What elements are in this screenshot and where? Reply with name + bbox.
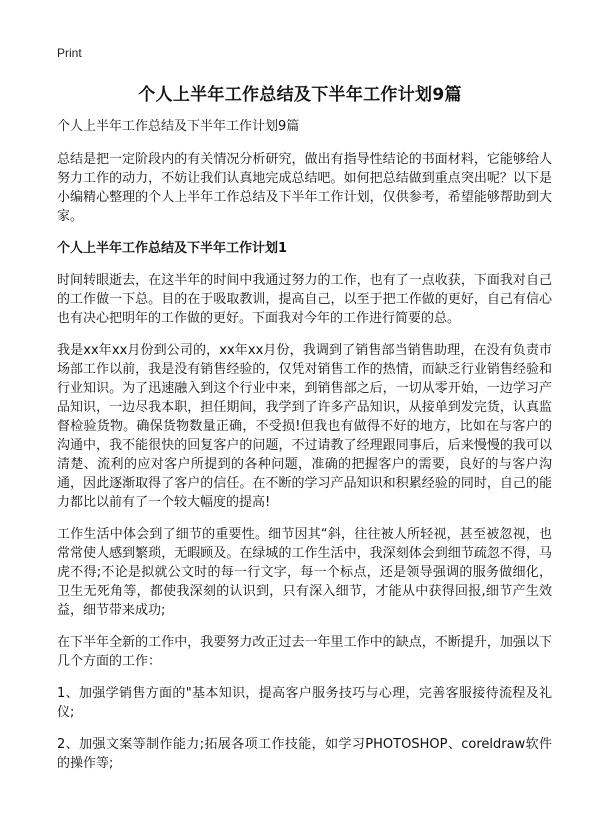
document-subtitle: 个人上半年工作总结及下半年工作计划9篇 — [57, 119, 300, 134]
body-paragraph-3: 工作生活中体会到了细节的重要性。细节因其“斜，往往被人所轻视，甚至被忽视，也常常使人感到繁琐，无暇顾及。在绿城的工作生活中，我深刻体会到细节疏忽不得，马虎不得;不论是拟就公文时的每一行文字，每一个标点，还是领导强调的服务做细化，卫生无死角等，都使我深刻的认识到，只有深入细节，才能从中获得回报,细节产生效益，细节带来成功; — [57, 527, 552, 618]
section-heading: 个人上半年工作总结及下半年工作计划1 — [57, 241, 288, 256]
body-paragraph-5: 1、加强学销售方面的"基本知识，提高客户服务技巧与心理，完善客服接待流程及礼仪; — [57, 686, 552, 720]
document-body — [57, 118, 552, 786]
body-paragraph-4: 在下半年全新的工作中，我要努力改正过去一年里工作中的缺点，不断提升，加强以下几个方面的工作： — [57, 635, 552, 669]
body-paragraph-6: 2、加强文案等制作能力;拓展各项工作技能，如学习PHOTOSHOP、coreldraw软件的操作等; — [57, 737, 552, 771]
body-paragraph-1: 时间转眼逝去，在这半年的时间中我通过努力的工作，也有了一点收获，下面我对自己的工作做一下总。目的在于吸取教训，提高自己，以至于把工作做的更好，自己有信心也有决心把明年的工作做的更好。下面我对今年的工作进行简要的总。 — [57, 273, 552, 326]
page-title: 个人上半年工作总结及下半年工作计划9篇 — [138, 85, 462, 105]
print-label: Print — [57, 46, 82, 60]
body-paragraph-2: 我是xx年xx月份到公司的，xx年xx月份，我调到了销售部当销售助理，在没有负责市场部工作以前，我是没有销售经验的，仅凭对销售工作的热情，而缺乏行业销售经验和行业知识。为了迅速融入到这个行业中来，到销售部之后，一切从零开始，一边学习产品知识，一边尽我本职，担任期间，我学到了许多产品知识，从接单到发完货，认真监督检验货物。确保货物数量正确，不受损!但我也有做得不好的地方，比如在与客户的沟通中，我不能很快的回复客户的问题，不过请教了经理跟同事后，后来慢慢的我可以清楚、流利的应对客户所提到的各种问题，准确的把握客户的需要，良好的与客户沟通，因此逐渐取得了客户的信任。在不断的学习产品知识和积累经验的同时，自己的能力都比以前有了一个较大幅度的提高! — [57, 343, 552, 510]
intro-paragraph: 总结是把一定阶段内的有关情况分析研究，做出有指导性结论的书面材料，它能够给人努力工作的动力，不妨让我们认真地完成总结吧。如何把总结做到重点突出呢？以下是小编精心整理的个人上半年工作总结及下半年工作计划，仅供参考，希望能够帮助到大家。 — [57, 152, 552, 224]
